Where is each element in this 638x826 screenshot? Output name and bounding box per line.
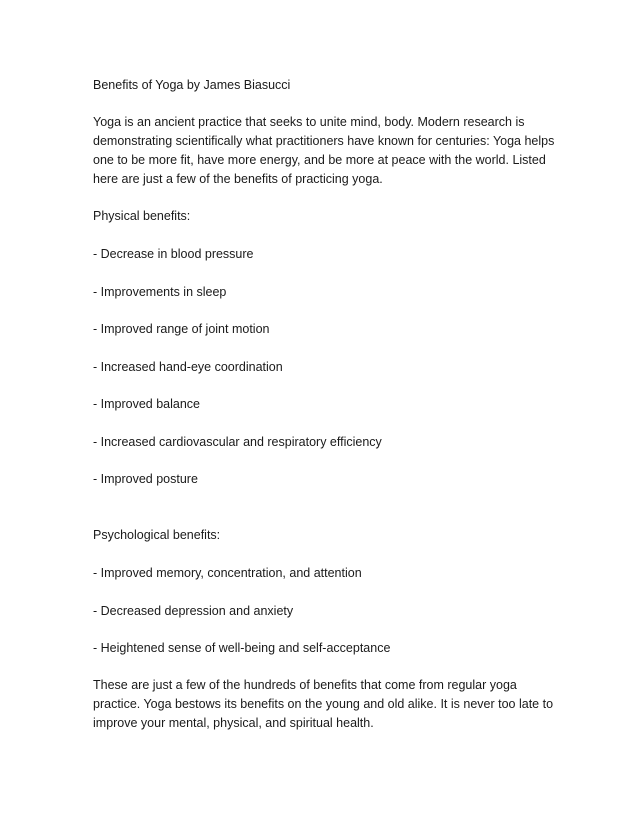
list-item: - Improved posture — [93, 472, 198, 486]
document-title: Benefits of Yoga by James Biasucci — [93, 78, 291, 92]
psychological-benefits-list — [93, 564, 563, 658]
list-item: - Increased hand-eye coordination — [93, 359, 283, 374]
list-item: - Improved memory, concentration, and attention — [93, 566, 362, 580]
list-item: - Decrease in blood pressure — [93, 247, 254, 261]
list-item: - Increased cardiovascular and respiratory efficiency — [93, 434, 382, 449]
closing-paragraph: These are just a few of the hundreds of benefits that come from regular yoga practice. Yoga bestows its benefits on the young and old alike. It is never too late to improve your mental, physical, and spiritual health. — [93, 678, 554, 730]
list-item: - Decreased depression and anxiety — [93, 603, 294, 618]
list-item: - Heightened sense of well-being and self-acceptance — [93, 641, 391, 655]
intro-paragraph: Yoga is an ancient practice that seeks to unite mind, body. Modern research is demonstrating scientifically what practitioners have known for centuries: Yoga helps one to be more fit, have more energy, and be more at peace with the world. Listed here are just a few of the benefits of practicing yoga. — [93, 115, 555, 186]
psychological-benefits-heading: Psychological benefits: — [93, 528, 221, 542]
physical-benefits-list — [93, 245, 563, 489]
document-page — [93, 76, 563, 733]
list-item: - Improved range of joint motion — [93, 322, 270, 336]
list-item: - Improved balance — [93, 397, 201, 411]
physical-benefits-heading: Physical benefits: — [93, 209, 191, 223]
list-item: - Improvements in sleep — [93, 284, 227, 299]
